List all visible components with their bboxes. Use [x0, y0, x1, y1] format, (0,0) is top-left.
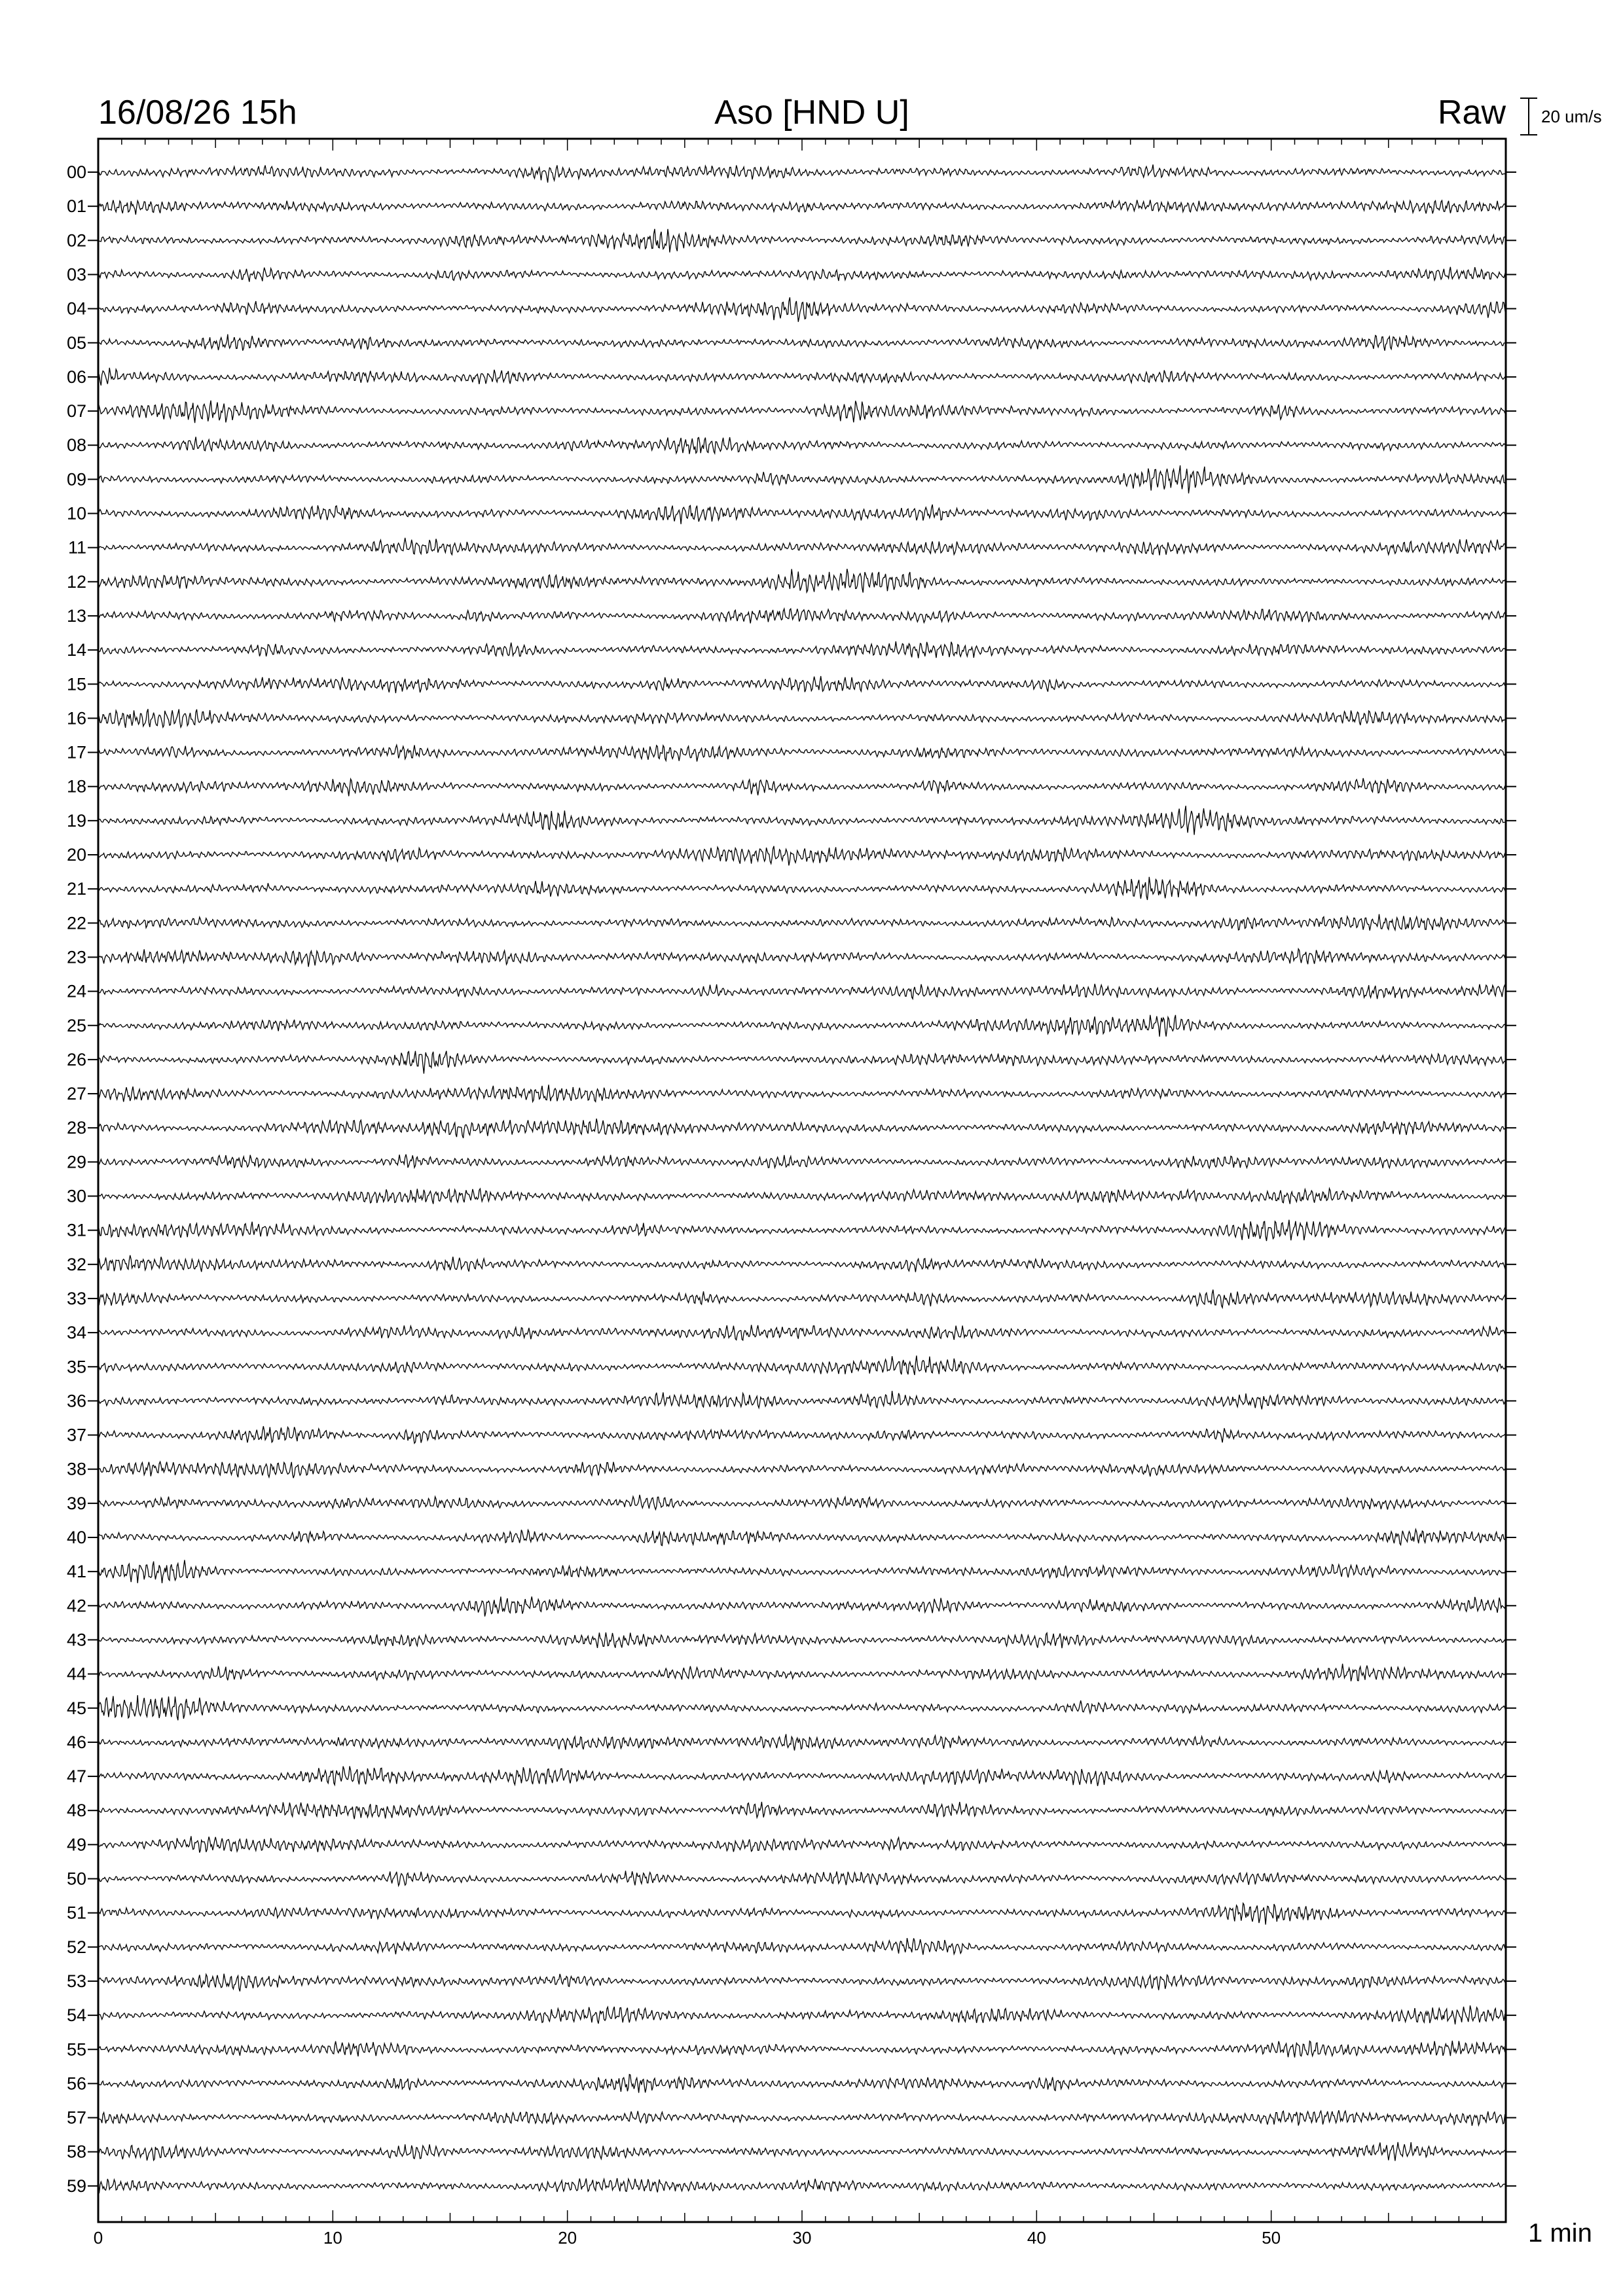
- row-label: 46: [66, 1732, 86, 1752]
- row-label: 42: [66, 1596, 86, 1616]
- row-label: 48: [66, 1801, 86, 1821]
- row-label: 40: [66, 1528, 86, 1547]
- row-label: 58: [66, 2142, 86, 2162]
- row-label: 14: [66, 640, 86, 660]
- row-label: 38: [66, 1459, 86, 1479]
- row-label: 34: [66, 1323, 86, 1343]
- row-label: 12: [66, 571, 86, 592]
- chart-title-center: Aso [HND U]: [714, 94, 909, 132]
- row-label: 26: [66, 1049, 86, 1069]
- row-label: 23: [66, 947, 86, 967]
- row-label: 22: [66, 913, 86, 933]
- row-label: 24: [66, 981, 86, 1001]
- row-label: 05: [66, 332, 86, 353]
- row-label: 51: [66, 1903, 86, 1923]
- x-tick-label: 0: [93, 2228, 103, 2248]
- row-label: 31: [66, 1220, 86, 1240]
- x-tick-label: 40: [1027, 2228, 1046, 2248]
- row-label: 18: [66, 776, 86, 797]
- x-axis-label: 1 min: [1528, 2219, 1592, 2248]
- row-label: 21: [66, 879, 86, 899]
- row-label: 10: [66, 503, 86, 524]
- row-label: 45: [66, 1698, 86, 1718]
- x-tick-label: 10: [323, 2228, 342, 2248]
- row-label: 54: [66, 2005, 86, 2026]
- row-label: 29: [66, 1152, 86, 1172]
- row-label: 36: [66, 1391, 86, 1411]
- row-label: 15: [66, 674, 86, 694]
- row-label: 35: [66, 1357, 86, 1377]
- row-label: 56: [66, 2073, 86, 2094]
- x-tick-label: 30: [792, 2228, 812, 2248]
- row-label: 08: [66, 435, 86, 456]
- row-label: 33: [66, 1288, 86, 1308]
- row-label: 27: [66, 1084, 86, 1104]
- row-label: 52: [66, 1937, 86, 1957]
- row-label: 55: [66, 2039, 86, 2060]
- row-label: 32: [66, 1254, 86, 1274]
- row-label: 01: [66, 196, 86, 217]
- row-label: 44: [66, 1664, 86, 1684]
- row-label: 28: [66, 1118, 86, 1138]
- row-label: 17: [66, 742, 86, 762]
- row-label: 39: [66, 1493, 86, 1513]
- chart-title-left: 16/08/26 15h: [98, 94, 297, 132]
- row-label: 30: [66, 1186, 86, 1206]
- row-label: 09: [66, 469, 86, 490]
- row-label: 25: [66, 1015, 86, 1035]
- row-label: 02: [66, 230, 86, 251]
- chart-title-right: Raw: [1437, 94, 1506, 132]
- row-label: 50: [66, 1869, 86, 1889]
- row-label: 00: [66, 162, 86, 182]
- row-label: 11: [67, 537, 86, 558]
- row-label: 57: [66, 2108, 86, 2128]
- row-label: 47: [66, 1767, 86, 1787]
- row-label: 04: [66, 298, 86, 319]
- row-label: 43: [66, 1630, 86, 1650]
- scale-label: 20 um/s: [1541, 107, 1602, 126]
- x-tick-label: 50: [1262, 2228, 1281, 2248]
- row-label: 13: [66, 605, 86, 626]
- row-label: 20: [66, 845, 86, 865]
- row-label: 49: [66, 1835, 86, 1855]
- row-label: 59: [66, 2176, 86, 2196]
- row-label: 41: [66, 1562, 86, 1582]
- row-label: 03: [66, 264, 86, 285]
- row-label: 16: [66, 708, 86, 728]
- row-label: 37: [66, 1425, 86, 1445]
- row-label: 19: [66, 810, 86, 831]
- row-label: 07: [66, 401, 86, 422]
- row-label: 53: [66, 1971, 86, 1991]
- x-tick-label: 20: [558, 2228, 577, 2248]
- row-label: 06: [66, 367, 86, 387]
